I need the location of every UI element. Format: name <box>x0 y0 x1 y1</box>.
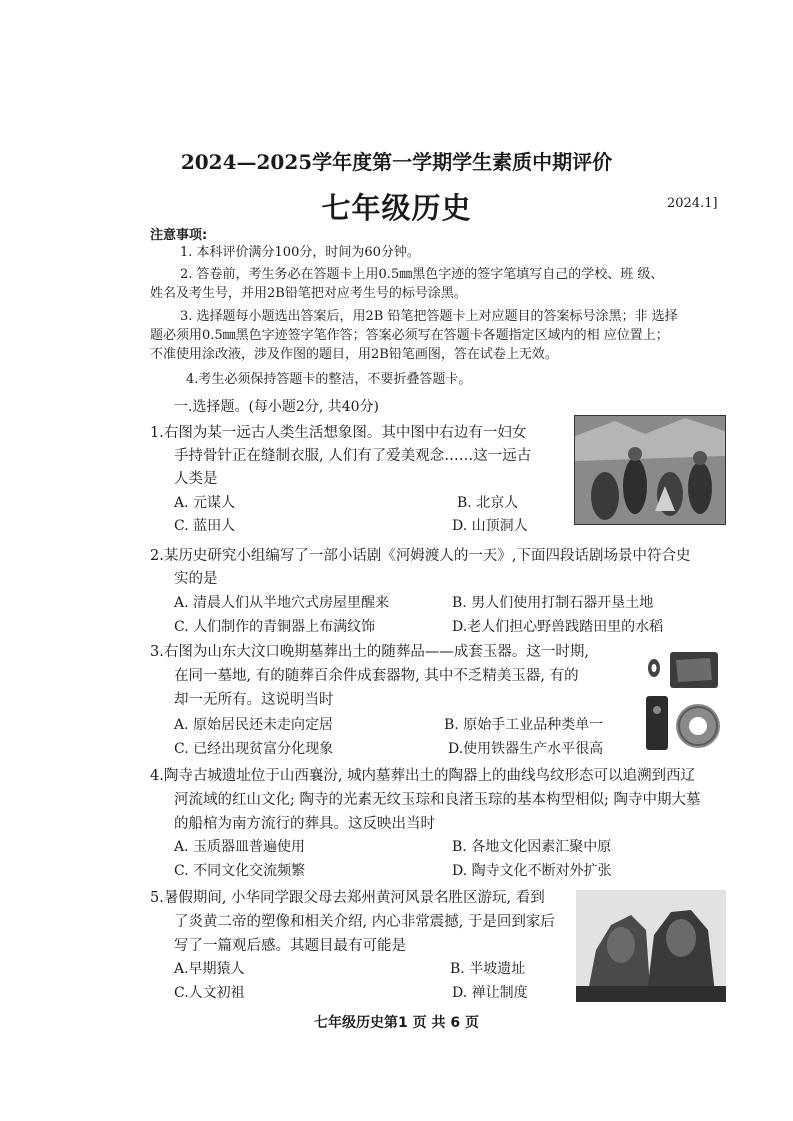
option-b: B. 各地文化因素汇聚中原 <box>452 839 612 855</box>
option-c: C. 已经出现贫富分化现象 <box>174 741 334 757</box>
option-c: C. 人们制作的青铜器上布满纹饰 <box>174 619 376 635</box>
option-d: D. 禅让制度 <box>452 985 528 1001</box>
option-d: D.老人们担心野兽践踏田里的水稻 <box>452 619 664 635</box>
option-b: B. 北京人 <box>457 495 519 511</box>
page-footer: 七年级历史第1 页 共 6 页 <box>314 1015 479 1031</box>
notice-heading: 注意事项: <box>150 228 208 243</box>
notice-line: 3. 选择题每小题选出答案后，用2B 铅笔把答题卡上对应题目的答案标号涂黑；非 选择 <box>180 309 678 324</box>
notice-line: 4.考生必须保持答题卡的整洁，不要折叠答题卡。 <box>186 372 472 387</box>
subject-title: 七年级历史 <box>321 191 472 225</box>
question-text: 却一无所有。这说明当时 <box>174 692 334 708</box>
question-text: 在同一墓地, 有的随葬百余件成套器物, 其中不乏精美玉器, 有的 <box>174 668 579 684</box>
option-d: D.使用铁器生产水平很高 <box>448 741 604 757</box>
option-c: C.人文初祖 <box>174 985 245 1001</box>
option-d: D. 陶寺文化不断对外扩张 <box>452 863 612 879</box>
question-text: 了炎黄二帝的塑像和相关介绍, 内心非常震撼, 于是回到家后 <box>174 914 555 930</box>
question-text: 手持骨针正在缝制衣服, 人们有了爱美观念……这一远古 <box>174 448 532 464</box>
notice-line: 姓名及考生号，并用2B铅笔把对应考生号的标号涂黑。 <box>150 286 467 301</box>
yan-huang-statue-photo <box>576 890 726 1002</box>
exam-title: 2024—2025学年度第一学期学生素质中期评价 <box>180 150 613 174</box>
option-b: B. 男人们使用打制石器开垦土地 <box>452 595 654 611</box>
option-a: A. 原始居民还未走向定居 <box>174 717 334 733</box>
option-d: D. 山顶洞人 <box>452 518 528 534</box>
notice-line: 2. 答卷前，考生务必在答题卡上用0.5㎜黑色字迹的签字笔填写自己的学校、班 级、 <box>180 267 664 282</box>
notice-line: 不准使用涂改液，涉及作图的题目，用2B铅笔画图，答在试卷上无效。 <box>150 347 558 362</box>
question-text: 人类是 <box>174 471 218 487</box>
question-text: 河流域的红山文化; 陶寺的光素无纹玉琮和良渚玉琮的基本构型相似; 陶寺中期大墓 <box>174 792 701 808</box>
notice-line: 题必须用0.5㎜黑色字迹签字笔作答；答案必须写在答题卡各题指定区域内的相 应位置上； <box>150 328 669 343</box>
option-c: C. 蓝田人 <box>174 518 236 534</box>
option-a: A. 玉质器皿普遍使用 <box>174 839 306 855</box>
prehistoric-life-illustration <box>574 415 726 525</box>
option-b: B. 原始手工业品种类单一 <box>444 717 604 733</box>
question-text: 3.右图为山东大汶口晚期墓葬出土的随葬品——成套玉器。这一时期, <box>150 644 589 660</box>
question-text: 4.陶寺古城遗址位于山西襄汾, 城内墓葬出土的陶器上的曲线鸟纹形态可以追溯到西辽 <box>150 768 696 784</box>
option-a: A.早期猿人 <box>174 961 245 977</box>
question-text: 2.某历史研究小组编写了一部小话剧《河姆渡人的一天》,下面四段话剧场景中符合史 <box>150 548 691 564</box>
option-a: A. 清晨人们从半地穴式房屋里醒来 <box>174 595 390 611</box>
exam-date: 2024.1] <box>667 196 718 211</box>
option-a: A. 元谋人 <box>174 495 236 511</box>
question-text: 实的是 <box>174 571 218 587</box>
question-text: 的船棺为南方流行的葬具。这反映出当时 <box>174 816 435 832</box>
question-text: 5.暑假期间, 小华同学跟父母去郑州黄河风景名胜区游玩, 看到 <box>150 890 545 906</box>
notice-line: 1. 本科评价满分100分，时间为60分钟。 <box>180 245 420 260</box>
question-text: 1.右图为某一远古人类生活想象图。其中图中右边有一妇女 <box>150 425 527 441</box>
option-c: C. 不同文化交流频繁 <box>174 863 306 879</box>
option-b: B. 半坡遗址 <box>450 961 526 977</box>
section-heading: 一.选择题。(每小题2分, 共40分) <box>174 399 379 415</box>
question-text: 写了一篇观后感。其题目最有可能是 <box>174 938 406 954</box>
jade-artifacts-image <box>640 648 724 756</box>
